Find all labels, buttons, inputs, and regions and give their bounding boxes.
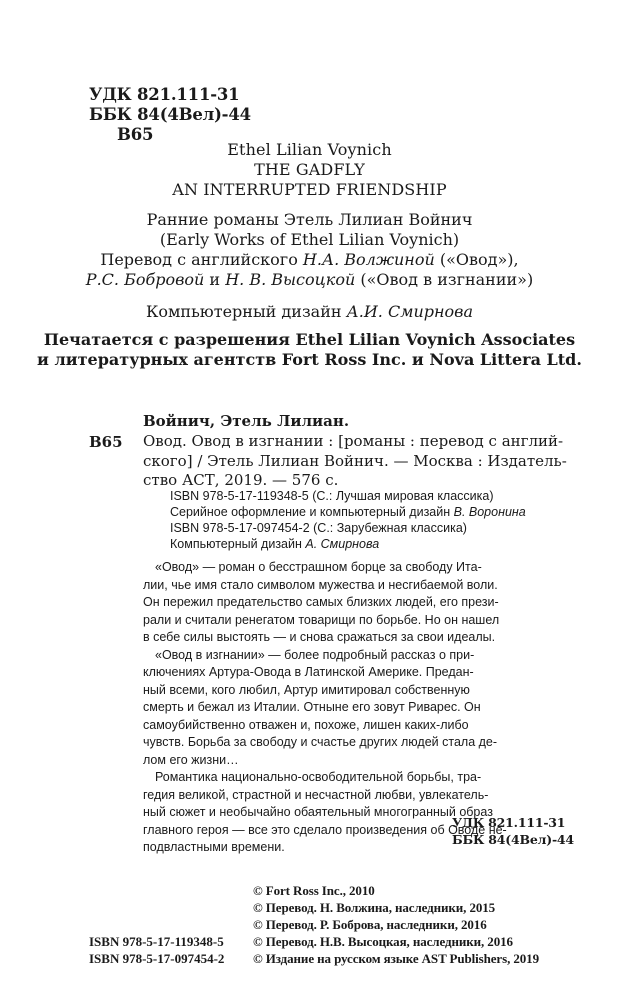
annotation-line: чувств. Борьба за свободу и счастье других людей стала де-: [143, 735, 498, 749]
annotation-line: Он пережил предательство самых близких людей, его прези-: [143, 595, 499, 609]
designer-name: А.И. Смирнова: [346, 302, 474, 321]
catalog-line: ство АСТ, 2019. — 576 с.: [143, 471, 339, 489]
conjunction: и: [204, 270, 226, 289]
translator-name: Р.С. Бобровой: [85, 270, 205, 289]
design-prefix: Компьютерный дизайн: [145, 302, 347, 321]
catalog-line: ского] / Этель Лилиан Войнич. — Москва : Издатель-: [143, 451, 567, 470]
permission-line-2: и литературных агентств Fort Ross Inc. и Nova Littera Ltd.: [37, 350, 582, 369]
bbk-code: ББК 84(4Вел)-44: [452, 832, 574, 847]
translators-line-1: [0, 250, 619, 270]
original-subtitle: AN INTERRUPTED FRIENDSHIP: [172, 180, 447, 199]
designer-name: А. Смирнова: [305, 537, 380, 551]
original-title: THE GADFLY: [254, 160, 365, 179]
isbn-block: [89, 933, 224, 967]
catalog-description: [143, 432, 567, 491]
copyright-line: © Издание на русском языке AST Publishers, 2019: [253, 951, 539, 966]
bbk-code: ББК 84(4Вел)-44: [89, 105, 251, 124]
annotation-line: Романтика национально-освободительной борьбы, тра-: [155, 770, 482, 784]
annotation-paragraph: [143, 559, 559, 647]
annotation-line: главного героя — все это сделало произведения об Оводе не-: [143, 822, 507, 837]
annotation-line: в себе силы выстоять — и снова сражаться за свои идеалы.: [143, 630, 496, 644]
annotation-line: ный сюжет и необычайно обаятельный многогранный образ: [143, 805, 493, 819]
annotation-line: самоубийственно отважен и, похоже, лишен каких-либо: [143, 717, 469, 732]
isbn-notes: [170, 488, 560, 552]
annotation-line: «Овод» — роман о бесстрашном борце за свободу Ита-: [155, 560, 482, 574]
isbn: ISBN 978-5-17-097454-2: [89, 951, 225, 966]
series-en: (Early Works of Ethel Lilian Voynich): [159, 230, 460, 249]
designer-name: В. Воронина: [453, 505, 526, 519]
udk-code: УДК 821.111-31: [452, 815, 566, 830]
design-note-prefix: Серийное оформление и компьютерный дизайн: [170, 505, 454, 519]
translators-block: [0, 250, 619, 290]
design-note: [170, 536, 560, 552]
annotation-line: «Овод в изгнании» — более подробный рассказ о при-: [155, 647, 475, 662]
copyright-line: © Перевод. Р. Боброва, наследники, 2016: [253, 917, 487, 932]
permission-block: [0, 330, 619, 370]
annotation-line: лом его жизни…: [143, 752, 239, 767]
udk-code: УДК 821.111-31: [89, 85, 240, 104]
translator-name: Н. В. Высоцкой: [225, 270, 356, 289]
series-block: [0, 210, 619, 250]
annotation-line: ключениях Артура-Овода в Латинской Америке. Предан-: [143, 665, 474, 679]
translation-prefix: Перевод с английского: [100, 250, 303, 269]
design-credit: [0, 302, 619, 322]
design-note-prefix: Компьютерный дизайн: [170, 537, 306, 551]
isbn: ISBN 978-5-17-119348-5: [89, 934, 224, 949]
footer-classification: [452, 814, 574, 848]
translation-work: («Овод»),: [434, 250, 519, 269]
catalog-author-heading: Войнич, Этель Лилиан.: [143, 412, 350, 430]
original-title-block: [0, 140, 619, 200]
series-ru: Ранние романы Этель Лилиан Войнич: [146, 210, 473, 229]
isbn-note: ISBN 978-5-17-119348-5 (С.: Лучшая мировая классика): [170, 489, 494, 503]
translators-line-2: [0, 270, 619, 290]
copyright-line: © Перевод. Н.В. Высоцкая, наследники, 2016: [253, 934, 513, 949]
catalog-code: В65: [89, 433, 123, 451]
annotation: [143, 559, 559, 857]
annotation-line: гедия великой, страстной и несчастной любви, увлекатель-: [143, 787, 489, 802]
annotation-line: рали и считали ренегатом товарищи по борьбе. Но он нашел: [143, 612, 500, 627]
annotation-line: подвластными времени.: [143, 840, 285, 854]
isbn-note: ISBN 978-5-17-097454-2 (С.: Зарубежная классика): [170, 521, 467, 535]
annotation-line: ный всеми, кого любил, Артур имитировал собственную: [143, 682, 470, 697]
permission-line-1: Печатается с разрешения Ethel Lilian Voynich Associates: [43, 330, 576, 349]
copyright-line: © Перевод. Н. Волжина, наследники, 2015: [253, 900, 496, 915]
catalog-line: Овод. Овод в изгнании : [романы : перевод с англий-: [143, 432, 564, 450]
translator-name: Н.А. Волжиной: [302, 250, 435, 269]
copyright-line: © Fort Ross Inc., 2010: [253, 883, 375, 898]
annotation-line: лии, чье имя стало символом мужества и несгибаемой воли.: [143, 577, 498, 592]
translation-work: («Овод в изгнании»): [355, 270, 534, 289]
annotation-line: смерть и бежал из Италии. Отныне его зовут Риварес. Он: [143, 700, 481, 714]
design-note: [170, 504, 560, 520]
annotation-paragraph: [143, 647, 559, 770]
classification-header: [89, 85, 251, 145]
copyright-block: [253, 882, 539, 967]
original-author: Ethel Lilian Voynich: [227, 140, 392, 159]
author-code: В65: [117, 125, 154, 144]
